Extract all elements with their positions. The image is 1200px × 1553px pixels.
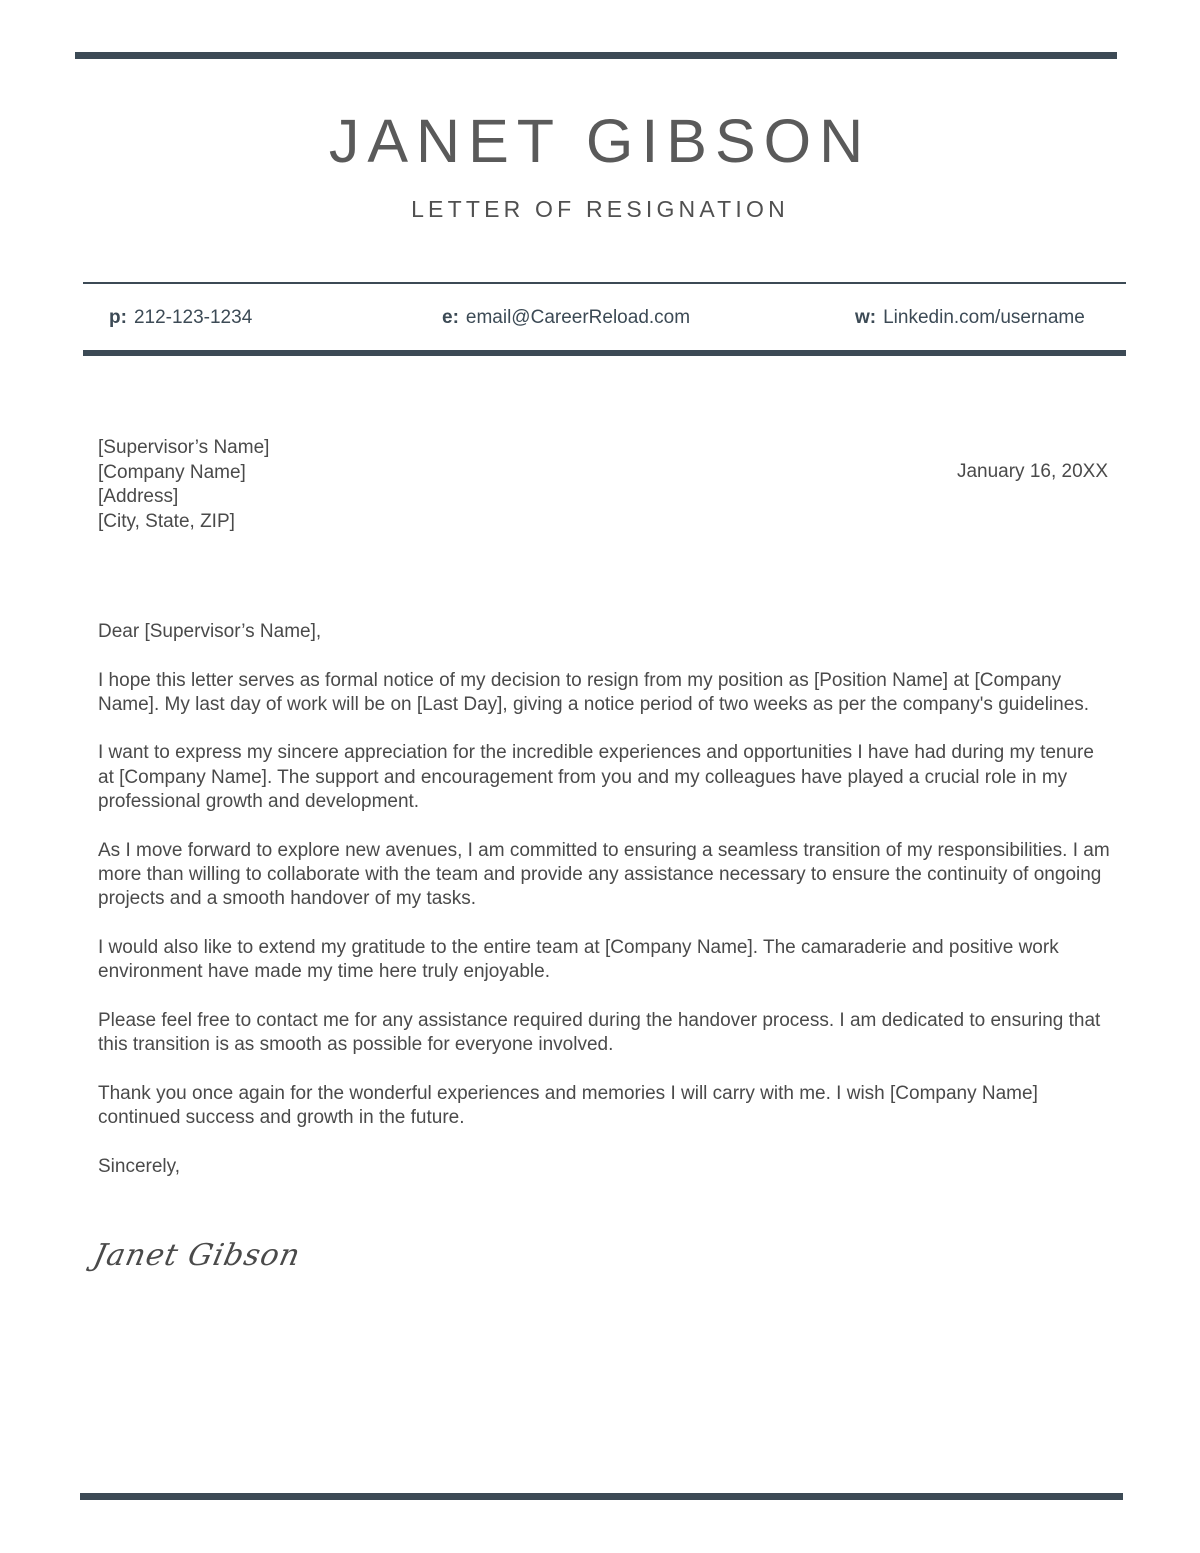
recipient-company: [Company Name]	[98, 461, 246, 483]
contact-divider-bottom	[83, 350, 1126, 356]
recipient-name: [Supervisor’s Name]	[98, 437, 270, 458]
contact-divider-top	[83, 282, 1126, 284]
closing: Sincerely,	[98, 1155, 181, 1177]
web-label: w:	[855, 307, 877, 328]
document-title: LETTER OF RESIGNATION	[411, 196, 789, 222]
footer-divider	[80, 1493, 1123, 1500]
paragraph: I want to express my sincere appreciation for the incredible experiences and opportunities I have had during my tenure at [Company Name]. The support and encouragement from you and my colleagues have played a crucial role in my professional growth and development.	[98, 742, 1094, 813]
paragraph: Thank you once again for the wonderful experiences and memories I will carry with me. I wish [Company Name] continued success and growth in the future.	[98, 1082, 1038, 1128]
recipient-street: [Address]	[98, 486, 179, 507]
letter-date: January 16, 20XX	[956, 461, 1108, 482]
phone-value: 212-123-1234	[133, 307, 253, 328]
contact-email	[442, 307, 690, 329]
web-value: Linkedin.com/username	[883, 307, 1085, 328]
recipient-city: [City, State, ZIP]	[98, 510, 235, 532]
applicant-name: JANET GIBSON	[328, 107, 872, 175]
letter-body	[98, 620, 1113, 1203]
top-divider	[75, 52, 1117, 59]
phone-label: p:	[109, 307, 127, 328]
paragraph: As I move forward to explore new avenues, I am committed to ensuring a seamless transition of my responsibilities. I am more than willing to collaborate with the team and provide any assistance necessary to ensure the continuity of ongoing projects and a smooth handover of my tasks.	[98, 839, 1110, 910]
contact-phone	[109, 307, 252, 329]
email-value: email@CareerReload.com	[465, 307, 691, 328]
email-label: e:	[442, 307, 459, 328]
contact-web	[855, 307, 1085, 329]
paragraph: I hope this letter serves as formal notice of my decision to resign from my position as [Position Name] at [Company Name]. My last day of work will be on [Last Day], giving a notice period of two weeks as per the company's guidelines.	[98, 669, 1090, 715]
salutation: Dear [Supervisor’s Name],	[98, 621, 322, 642]
recipient-address	[98, 436, 269, 534]
paragraph: Please feel free to contact me for any assistance required during the handover process. I am dedicated to ensuring that this transition is as smooth as possible for everyone involved.	[98, 1009, 1101, 1056]
signature: Janet Gibson	[90, 1238, 304, 1273]
paragraph: I would also like to extend my gratitude to the entire team at [Company Name]. The camaraderie and positive work environment have made my time here truly enjoyable.	[98, 936, 1059, 983]
